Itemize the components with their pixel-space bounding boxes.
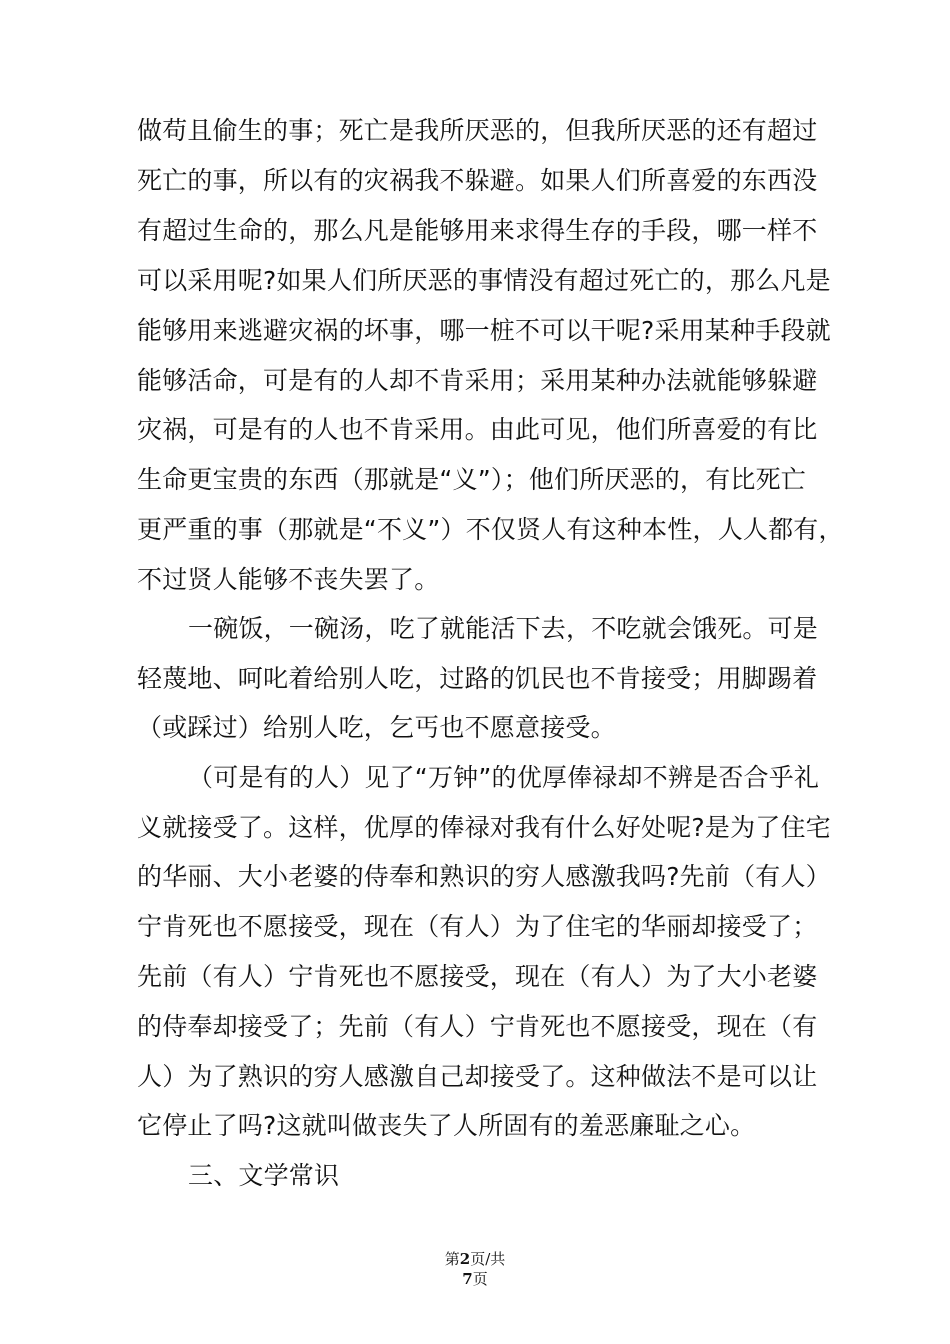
text-line: 更严重的事（那就是“不义”）不仅贤人有这种本性，人人都有， — [137, 515, 844, 544]
text-line: 不过贤人能够不丧失罢了。 — [137, 565, 440, 594]
text-line: 义就接受了。这样，优厚的俸禄对我有什么好处呢?是为了住宅 — [137, 813, 831, 842]
footer-prefix: 第 — [444, 1250, 460, 1268]
footer-middle: 页/共 — [470, 1250, 506, 1268]
text-line: 灾祸，可是有的人也不肯采用。由此可见，他们所喜爱的有比 — [137, 415, 818, 444]
paragraph-start-line: （可是有的人）见了“万钟”的优厚俸禄却不辨是否合乎礼 — [188, 763, 820, 792]
text-line: 先前（有人）宁肯死也不愿接受，现在（有人）为了大小老婆 — [137, 962, 818, 991]
text-line: 的侍奉却接受了；先前（有人）宁肯死也不愿接受，现在（有 — [137, 1012, 818, 1041]
current-page-number: 2 — [459, 1250, 471, 1268]
text-line: （或踩过）给别人吃，乞丐也不愿意接受。 — [137, 713, 616, 742]
total-pages-number: 7 — [462, 1270, 473, 1288]
text-line: 人）为了熟识的穷人感激自己却接受了。这种做法不是可以让 — [137, 1062, 818, 1091]
text-line: 宁肯死也不愿接受，现在（有人）为了住宅的华丽却接受了； — [137, 912, 818, 941]
paragraph-start-line: 一碗饭，一碗汤，吃了就能活下去，不吃就会饿死。可是 — [188, 614, 819, 643]
page-footer — [0, 1250, 950, 1268]
text-line: 生命更宝贵的东西（那就是“义”）；他们所厌恶的，有比死亡 — [137, 465, 807, 494]
footer-suffix: 页 — [472, 1270, 488, 1288]
text-line: 能够用来逃避灾祸的坏事，哪一桩不可以干呢?采用某种手段就 — [137, 316, 831, 345]
text-line: 轻蔑地、呵叱着给别人吃，过路的饥民也不肯接受；用脚踢着 — [137, 664, 818, 693]
text-line: 做苟且偷生的事；死亡是我所厌恶的，但我所厌恶的还有超过 — [137, 116, 818, 145]
text-line: 的华丽、大小老婆的侍奉和熟识的穷人感激我吗?先前（有人） — [137, 862, 831, 891]
text-line: 它停止了吗?这就叫做丧失了人所固有的羞恶廉耻之心。 — [137, 1111, 756, 1140]
text-line: 能够活命，可是有的人却不肯采用；采用某种办法就能够躲避 — [137, 366, 818, 395]
text-line: 有超过生命的，那么凡是能够用来求得生存的手段，哪一样不 — [137, 216, 818, 245]
page-footer-line2 — [0, 1270, 950, 1288]
text-line: 可以采用呢?如果人们所厌恶的事情没有超过死亡的，那么凡是 — [137, 266, 831, 295]
text-line: 死亡的事，所以有的灾祸我不躲避。如果人们所喜爱的东西没 — [137, 166, 818, 195]
section-heading: 三、文学常识 — [188, 1161, 340, 1190]
